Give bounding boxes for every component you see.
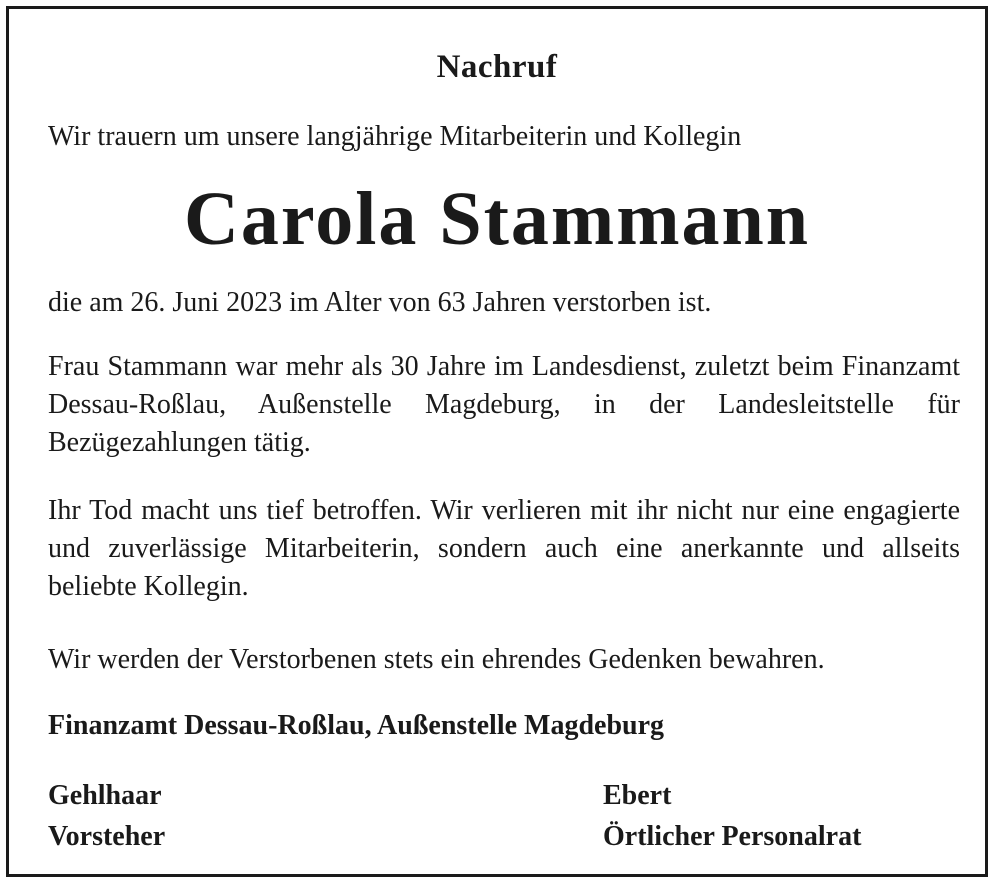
deceased-name: Carola Stammann: [183, 177, 811, 261]
death-details: die am 26. Juni 2023 im Alter von 63 Jahren verstorben ist.: [48, 287, 712, 318]
closing-line: Wir werden der Verstorbenen stets ein ehrendes Gedenken bewahren.: [48, 644, 825, 675]
notice-heading: Nachruf: [436, 49, 558, 85]
intro-text: Wir trauern um unsere langjährige Mitarbeiterin und Kollegin: [48, 121, 742, 152]
tribute-paragraph: Ihr Tod macht uns tief betroffen. Wir verlieren mit ihr nicht nur eine engagierte und zuverlässige Mitarbeiterin, sondern auch eine anerkannte und allseits beliebte Kollegin.: [48, 495, 960, 602]
signer-role: Vorsteher: [48, 821, 166, 852]
career-paragraph: Frau Stammann war mehr als 30 Jahre im Landesdienst, zuletzt beim Finanzamt Dessau-Roßlau, Außenstelle Magdeburg, in der Landesleitstelle für Bezügezahlungen tätig.: [48, 351, 960, 458]
signer-role: Örtlicher Personalrat: [603, 821, 862, 852]
signer-right: [603, 775, 861, 857]
signer-name: Gehlhaar: [48, 780, 162, 811]
signer-left: [48, 775, 165, 857]
obituary-notice: [6, 6, 988, 877]
organization-name: Finanzamt Dessau-Roßlau, Außenstelle Magdeburg: [48, 710, 665, 741]
signer-name: Ebert: [603, 780, 672, 811]
